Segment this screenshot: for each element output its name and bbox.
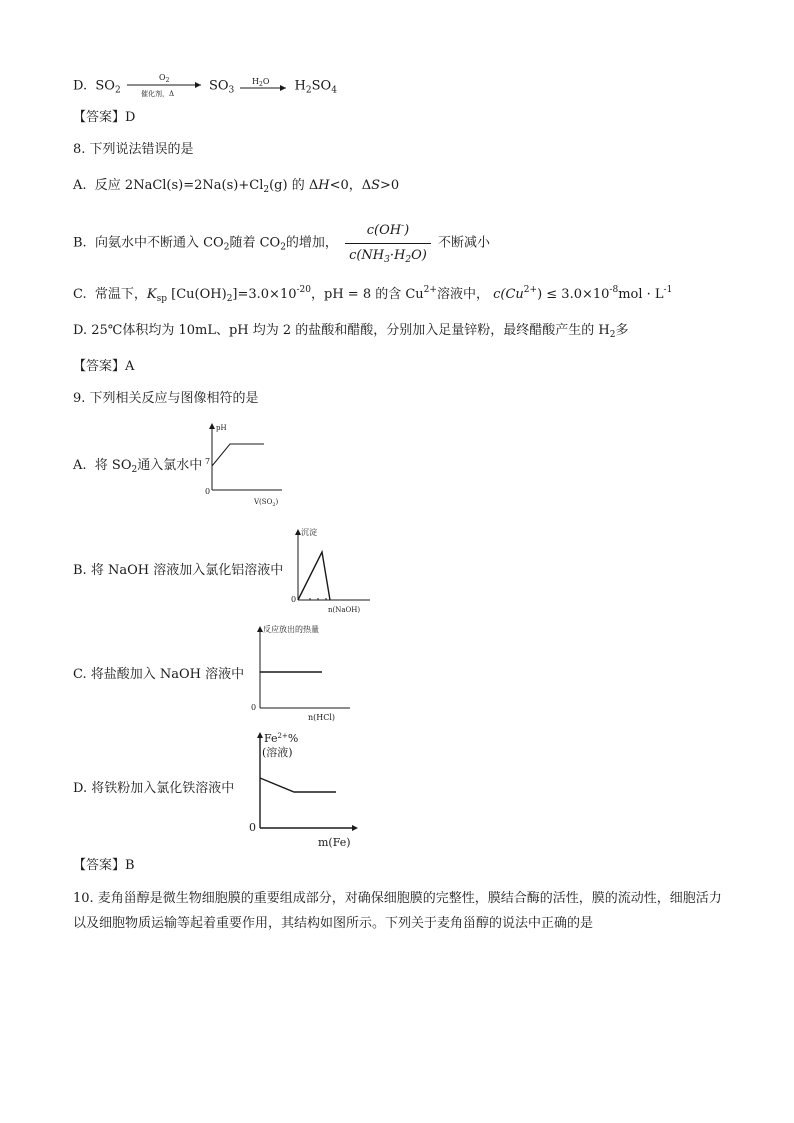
q9-answer: 【答案】B <box>73 858 135 873</box>
reaction-arrow-2 <box>238 76 290 96</box>
svg-text:n(HCl): n(HCl) <box>308 713 336 722</box>
svg-text:V(SO2): $V(SO_2)$ <box>254 498 279 508</box>
q9-option-a: A. 将 $SO_2$通入氯水中 <box>73 458 203 475</box>
q9-stem: 9. 下列相关反应与图像相符的是 <box>73 391 259 406</box>
svg-text:7: 7 <box>205 457 211 466</box>
q10-stem: 10. 麦角甾醇是微生物细胞膜的重要组成部分，对确保细胞膜的完整性，膜结合酶的活性，膜的流动性，细胞活力以及细胞物质运输等起着重要作用，其结构如图所示。下列关于麦角甾醇的说法中正确的是 <box>73 891 722 931</box>
q9-option-d: D. 将铁粉加入氯化铁溶液中 <box>73 781 235 796</box>
svg-text:n(NaOH): n(NaOH) <box>328 606 361 614</box>
graph-a <box>200 420 290 512</box>
reaction-arrow-1 <box>125 72 205 100</box>
q8-option-d: D. 25℃体积均为 10mL、pH 均为 2 的盐酸和醋酸，分别加入足量锌粉，最终醋酸产生的 $H_2$多 <box>73 323 629 340</box>
svg-text:0: 0 <box>205 487 211 496</box>
graph-d <box>244 728 362 850</box>
q7-answer: 【答案】D <box>73 110 136 125</box>
svg-text:Fe2+%: $Fe^{2+}\%$ <box>264 732 299 745</box>
option-label: D. <box>73 78 88 94</box>
curve-d <box>260 778 336 792</box>
q8-option-a: A. 反应 $2NaCl(s)=2Na(s)+Cl_2(g)$ 的 ΔH<0，ΔS>0 <box>73 178 400 195</box>
q8-stem: 8. 下列说法错误的是 <box>73 142 194 157</box>
svg-text:0: 0 <box>291 595 297 604</box>
q8-option-c: C. 常温下，$K_{sp}$ $[Cu(OH)_2]=3.0\times 10^{-20}$，pH = 8 的含 $Cu^{2+}$溶液中， $c(Cu^{2+}) \le 3.0\times 10^{-8}mol \cdot L^{-1}$ <box>73 285 673 304</box>
svg-text:(溶液): (溶液) <box>262 746 293 759</box>
svg-text:0: 0 <box>249 821 256 834</box>
svg-text:催化剂，Δ: 催化剂，Δ <box>140 90 174 98</box>
svg-text:0: 0 <box>251 703 257 712</box>
curve-b <box>298 552 330 600</box>
fraction: $\frac{c(OH^-)}{c(NH_3\cdot H_2O)}$ <box>345 215 431 271</box>
graph-c <box>246 620 356 724</box>
q9-option-b: B. 将 NaOH 溶液加入氯化铝溶液中 <box>73 563 284 578</box>
svg-text:m(Fe): m(Fe) <box>318 836 351 849</box>
svg-text:反应放出的热量: 反应放出的热量 <box>263 625 319 634</box>
svg-text:H2O: $H_2O$ <box>252 77 270 88</box>
q8-answer: 【答案】A <box>73 359 135 374</box>
svg-text:沉淀: 沉淀 <box>301 528 317 537</box>
q9-option-c: C. 将盐酸加入 NaOH 溶液中 <box>73 667 245 682</box>
svg-text:O2: $O_2$ <box>158 73 170 84</box>
graph-b <box>286 524 376 616</box>
svg-text:pH: pH <box>216 424 227 432</box>
q7-option-d: D. $SO_2$ $O_2$ 催化剂，Δ $SO_3$ $H_2O$ $H_2SO_4$ <box>73 73 337 98</box>
q8-option-b: B. 向氨水中不断通入 $CO_2$随着 $CO_2$的增加， $\frac{c(OH^-)}{c(NH_3\cdot H_2O)}$ 不断减小 <box>73 215 490 271</box>
curve-a <box>212 444 264 466</box>
